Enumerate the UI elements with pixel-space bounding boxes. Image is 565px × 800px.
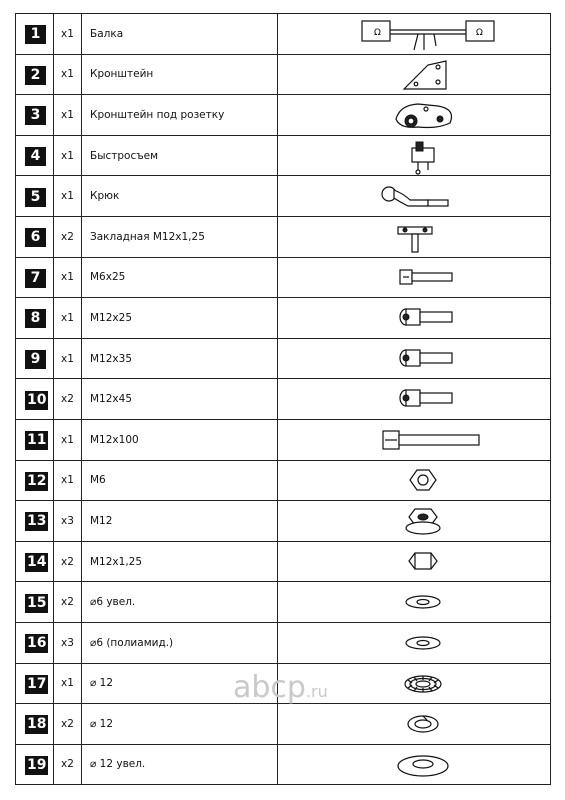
part-name: Закладная М12х1,25 <box>82 216 278 257</box>
part-quantity: x1 <box>54 419 82 460</box>
part-row <box>16 216 551 257</box>
part-row <box>16 622 551 663</box>
part-quantity: x2 <box>54 379 82 420</box>
part-quantity: x1 <box>54 663 82 704</box>
washer-icon <box>278 582 551 621</box>
part-number-badge: 9 <box>25 350 46 369</box>
part-illustration-cell <box>278 95 551 136</box>
svg-text:Ω: Ω <box>374 28 381 38</box>
part-number-cell <box>16 622 54 663</box>
part-illustration-cell <box>278 622 551 663</box>
long-hex-bolt-icon <box>278 420 551 459</box>
washer-icon <box>278 623 551 662</box>
part-quantity: x1 <box>54 257 82 298</box>
part-illustration-cell <box>278 744 551 785</box>
part-number-cell <box>16 541 54 582</box>
hex-nut-icon <box>278 542 551 581</box>
hex-bolt-icon <box>278 258 551 297</box>
part-illustration-cell <box>278 14 551 55</box>
part-name: Крюк <box>82 176 278 217</box>
part-name: ⌀6 увел. <box>82 582 278 623</box>
part-number-cell <box>16 135 54 176</box>
part-illustration-cell <box>278 582 551 623</box>
part-row <box>16 257 551 298</box>
watermark-suffix: .ru <box>305 682 328 701</box>
part-row <box>16 744 551 785</box>
part-illustration-cell <box>278 176 551 217</box>
part-quantity: x2 <box>54 704 82 745</box>
part-quantity: x2 <box>54 582 82 623</box>
part-quantity: x1 <box>54 14 82 55</box>
part-illustration-cell <box>278 298 551 339</box>
part-number-cell <box>16 663 54 704</box>
part-number-badge: 14 <box>27 554 47 571</box>
socket-bracket-icon <box>278 95 551 134</box>
part-name: М12х45 <box>82 379 278 420</box>
part-number-badge: 10 <box>27 391 47 408</box>
svg-text:Ω: Ω <box>476 28 483 38</box>
part-number-cell <box>16 704 54 745</box>
part-number-badge: 18 <box>27 716 47 733</box>
part-illustration-cell <box>278 541 551 582</box>
socket-screw-icon <box>278 298 551 337</box>
part-number-cell <box>16 582 54 623</box>
part-number-cell <box>16 338 54 379</box>
part-name: М12х35 <box>82 338 278 379</box>
beam-icon <box>278 14 551 53</box>
part-number-badge: 5 <box>25 188 46 207</box>
part-number-cell <box>16 379 54 420</box>
part-quantity: x1 <box>54 176 82 217</box>
part-row <box>16 14 551 55</box>
part-name: Быстросъем <box>82 135 278 176</box>
part-name: Балка <box>82 14 278 55</box>
part-row <box>16 54 551 95</box>
part-number-badge: 19 <box>27 756 47 773</box>
part-row <box>16 135 551 176</box>
part-illustration-cell <box>278 338 551 379</box>
part-row <box>16 501 551 542</box>
part-number-cell <box>16 216 54 257</box>
part-number-cell <box>16 257 54 298</box>
part-number-badge: 6 <box>25 228 46 247</box>
part-name: М12 <box>82 501 278 542</box>
part-row <box>16 338 551 379</box>
socket-screw-icon <box>278 339 551 378</box>
part-name: М6х25 <box>82 257 278 298</box>
part-quantity: x1 <box>54 95 82 136</box>
part-name: ⌀ 12 <box>82 704 278 745</box>
part-illustration-cell <box>278 419 551 460</box>
part-number-cell <box>16 744 54 785</box>
part-illustration-cell <box>278 379 551 420</box>
part-number-cell <box>16 95 54 136</box>
flange-nut-icon <box>278 501 551 540</box>
part-number-badge: 13 <box>27 513 47 530</box>
part-number-cell <box>16 298 54 339</box>
large-washer-icon <box>278 745 551 784</box>
part-name: Кронштейн под розетку <box>82 95 278 136</box>
socket-screw-icon <box>278 379 551 418</box>
part-number-badge: 8 <box>25 309 46 328</box>
part-quantity: x2 <box>54 216 82 257</box>
watermark-logo <box>233 670 373 710</box>
part-row <box>16 582 551 623</box>
part-quantity: x2 <box>54 541 82 582</box>
part-quantity: x1 <box>54 54 82 95</box>
part-number-badge: 7 <box>25 269 46 288</box>
bracket-icon <box>278 55 551 94</box>
part-name: ⌀6 (полиамид.) <box>82 622 278 663</box>
part-illustration-cell <box>278 135 551 176</box>
part-number-badge: 3 <box>25 106 46 125</box>
part-name: М6 <box>82 460 278 501</box>
part-illustration-cell <box>278 460 551 501</box>
part-quantity: x1 <box>54 135 82 176</box>
part-quantity: x1 <box>54 298 82 339</box>
part-row <box>16 298 551 339</box>
watermark-text: abcp <box>233 670 306 705</box>
part-row <box>16 460 551 501</box>
part-name: ⌀ 12 <box>82 663 278 704</box>
part-number-badge: 17 <box>27 675 47 692</box>
part-row <box>16 176 551 217</box>
part-number-badge: 4 <box>25 147 46 166</box>
part-number-badge: 16 <box>27 635 47 652</box>
part-row <box>16 379 551 420</box>
part-number-cell <box>16 176 54 217</box>
part-quantity: x3 <box>54 501 82 542</box>
part-quantity: x2 <box>54 744 82 785</box>
part-number-badge: 15 <box>27 594 47 611</box>
quick-release-icon <box>278 136 551 175</box>
part-row <box>16 95 551 136</box>
part-number-cell <box>16 460 54 501</box>
part-number-cell <box>16 14 54 55</box>
part-name: М12х100 <box>82 419 278 460</box>
part-illustration-cell <box>278 216 551 257</box>
hook-icon <box>278 176 551 215</box>
part-number-cell <box>16 501 54 542</box>
part-name: ⌀ 12 увел. <box>82 744 278 785</box>
part-name: Кронштейн <box>82 54 278 95</box>
part-number-cell <box>16 54 54 95</box>
part-row <box>16 541 551 582</box>
part-illustration-cell <box>278 54 551 95</box>
part-number-badge: 2 <box>25 66 46 85</box>
part-number-cell <box>16 419 54 460</box>
part-number-badge: 12 <box>27 472 47 489</box>
part-name: М12х1,25 <box>82 541 278 582</box>
part-quantity: x1 <box>54 338 82 379</box>
part-illustration-cell <box>278 501 551 542</box>
part-number-badge: 11 <box>27 432 47 449</box>
nut-icon <box>278 461 551 500</box>
part-quantity: x3 <box>54 622 82 663</box>
part-name: М12х25 <box>82 298 278 339</box>
part-quantity: x1 <box>54 460 82 501</box>
part-row <box>16 419 551 460</box>
part-number-badge: 1 <box>25 25 46 44</box>
part-illustration-cell <box>278 257 551 298</box>
embedded-plate-icon <box>278 217 551 256</box>
